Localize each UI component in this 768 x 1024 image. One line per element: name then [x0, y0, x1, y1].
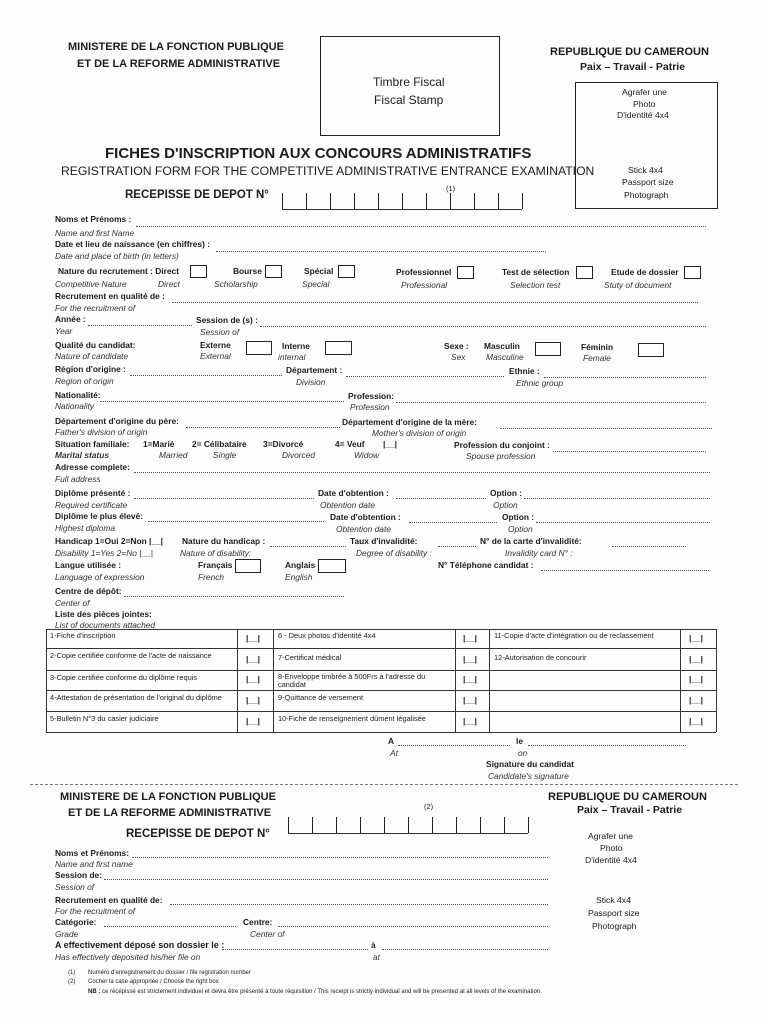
receipt-label-centre-en: Center of — [250, 929, 285, 939]
diplome-input[interactable] — [134, 498, 314, 499]
label-divorce: 3=Divorcé — [263, 439, 304, 449]
label-adresse-en: Full address — [55, 474, 101, 484]
checkbox-masculin[interactable] — [535, 342, 561, 356]
label-divorced-en: Divorced — [282, 450, 316, 460]
label-masculin: Masculin — [484, 341, 520, 351]
receipt-label-at: at — [373, 952, 380, 962]
doc-item: 10-Fiche de renseignement dûment légalisée — [278, 714, 426, 723]
receipt-label-centre: Centre: — [243, 917, 273, 927]
label-bourse: Bourse — [233, 266, 262, 276]
label-nature-en: Competitive Nature — [55, 279, 127, 289]
recepisse-label: RECEPISSE DE DEPOT N° — [125, 189, 269, 201]
receipt-qualite-input[interactable] — [170, 904, 548, 905]
label-diplome: Diplôme présenté : — [55, 488, 131, 498]
label-at: At — [390, 748, 398, 758]
nature-handicap-input[interactable] — [270, 546, 346, 547]
label-direct-en: Direct — [158, 279, 180, 289]
doc-checkbox[interactable]: |__| — [463, 654, 478, 664]
label-degree-en: Degree of disability : — [356, 548, 432, 558]
label-ethnie: Ethnie : — [509, 366, 540, 376]
receipt-session-input[interactable] — [104, 879, 548, 880]
label-carte-invalidite: N° de la carte d'invalidité: — [480, 536, 582, 546]
annee-input[interactable] — [88, 325, 192, 326]
label-nationalite-en: Nationality — [55, 401, 95, 411]
doc-item: 3-Copie certifiée conforme du diplôme requis — [50, 673, 198, 682]
label-region-en: Region of origin — [55, 376, 114, 386]
label-special-en: Special — [302, 279, 330, 289]
ministry-line1: MINISTERE DE LA FONCTION PUBLIQUE — [68, 41, 284, 53]
receipt-centre-input[interactable] — [278, 926, 548, 927]
label-anglais-en: English — [285, 572, 313, 582]
footnote-text: Cocher la case appropriée / Choose the right box — [88, 979, 219, 985]
label-nationalite: Nationalité: — [55, 390, 101, 400]
form-title-en: REGISTRATION FORM FOR THE COMPETITIVE ADMINISTRATIVE ENTRANCE EXAMINATION — [61, 164, 595, 178]
label-signature: Signature du candidat — [486, 759, 574, 769]
label-taux: Taux d'invalidité: — [350, 536, 418, 546]
label-date-obtention-en: Obtention date — [320, 500, 375, 510]
label-externe: Externe — [200, 340, 231, 350]
doc-item: 12-Autorisation de concourir — [494, 653, 587, 662]
label-date-obtention-2: Date d'obtention : — [330, 512, 401, 522]
label-invalidity-card-en: Invalidity card N° : — [505, 548, 573, 558]
label-interne: Interne — [282, 341, 310, 351]
receipt-label-noms-en: Name and first name — [55, 859, 133, 869]
departement-input[interactable] — [346, 376, 504, 377]
label-departement: Département : — [286, 365, 343, 375]
checkbox-professionnel[interactable] — [457, 266, 474, 279]
label-masculin-en: Masculine — [486, 352, 524, 362]
carte-invalidite-input[interactable] — [612, 546, 686, 547]
label-professionnel: Professionnel — [396, 267, 452, 277]
receipt-categorie-input[interactable] — [104, 926, 236, 927]
label-marie: 1=Marié — [143, 439, 175, 449]
label-qualite-candidat-en: Nature of candidate — [55, 351, 129, 361]
doc-item: 1-Fiche d'inscription — [50, 631, 116, 640]
label-region: Région d'origine : — [55, 364, 126, 374]
doc-checkbox[interactable]: |__| — [246, 633, 261, 643]
option-input[interactable] — [524, 498, 710, 499]
doc-item: 6 - Deux photos d'identité 4x4 — [278, 631, 376, 640]
date-obtention-input[interactable] — [396, 498, 486, 499]
telephone-input[interactable] — [541, 570, 709, 571]
label-externe-en: External — [200, 351, 231, 361]
doc-checkbox[interactable]: |__| — [246, 654, 261, 664]
situation-box[interactable]: |__| — [383, 439, 398, 449]
label-francais: Français — [198, 560, 233, 570]
region-input[interactable] — [130, 375, 282, 376]
receipt-label-categorie-en: Grade — [55, 929, 79, 939]
label-qualite-candidat: Qualité du candidat: — [55, 340, 136, 350]
doc-checkbox[interactable]: |__| — [246, 695, 261, 705]
label-signature-en: Candidate's signature — [488, 771, 569, 781]
label-test: Test de sélection — [502, 267, 570, 277]
noms-input[interactable] — [136, 226, 706, 227]
label-sexe: Sexe : — [444, 341, 469, 351]
doc-item: 11-Copie d'acte d'intégration ou de reclassement — [494, 631, 654, 640]
republic-motto: Paix – Travail - Patrie — [577, 804, 683, 816]
checkbox-test[interactable] — [576, 266, 593, 279]
label-dept-pere: Département d'origine du père: — [55, 416, 179, 426]
label-diplome-en: Required certificate — [55, 500, 128, 510]
doc-checkbox[interactable]: |__| — [463, 674, 478, 684]
photo-text: Photo — [600, 843, 623, 853]
label-profession-en: Profession — [350, 402, 390, 412]
receipt-label-noms: Noms et Prénoms: — [55, 848, 129, 858]
nationalite-input[interactable] — [100, 401, 344, 402]
ministry-line2: ET DE LA REFORME ADMINISTRATIVE — [77, 58, 281, 70]
footnote-nb-text: ce récépissé est strictement individuel et devra être présenté à toute réquisition / This receipt is strictly individual and will be presented at all levels of the examination. — [102, 989, 542, 995]
doc-checkbox[interactable]: |__| — [246, 716, 261, 726]
receipt-label-session: Session de: — [55, 870, 103, 880]
recepisse-label: RECEPISSE DE DEPOT N° — [126, 828, 270, 840]
label-option-2: Option : — [502, 512, 535, 522]
republic-title: REPUBLIQUE DU CAMEROUN — [548, 791, 707, 803]
label-special: Spécial — [304, 266, 334, 276]
republic-motto: Paix – Travail - Patrie — [580, 61, 686, 73]
receipt-label-qualite: Recrutement en qualité de: — [55, 895, 163, 905]
label-dept-mere: Département d'origine de la mère: — [342, 417, 478, 427]
ethnie-input[interactable] — [544, 377, 706, 378]
label-noms-en: Name and first Name — [55, 228, 135, 238]
checkbox-direct[interactable] — [190, 265, 207, 278]
label-date-naissance-en: Date and place of birth (in letters) — [55, 251, 179, 261]
footnote-mark: (1) — [68, 970, 76, 976]
checkbox-externe[interactable] — [246, 341, 272, 355]
photo-text: Passport size — [622, 177, 674, 187]
photo-text: D'identité 4x4 — [617, 110, 669, 120]
receipt-lieu-input[interactable] — [382, 949, 548, 950]
checkbox-etude[interactable] — [684, 266, 701, 279]
doc-item: 8-Enveloppe timbrée à 500Frs à l'adresse du candidat — [278, 672, 426, 689]
label-single-en: Single — [213, 450, 237, 460]
footnote-text: Numéro d'enregistrement du dossier / file registration number — [88, 970, 251, 976]
label-etude-en: Stuty of document — [604, 280, 672, 290]
dept-pere-input[interactable] — [186, 427, 340, 428]
label-nature-disability-en: Nature of disability: — [180, 548, 252, 558]
label-date-obtention: Date d'obtention : — [318, 488, 389, 498]
checkbox-francais[interactable] — [235, 559, 261, 573]
checkbox-anglais[interactable] — [318, 559, 346, 573]
label-le: le — [516, 736, 523, 746]
label-annee: Année : — [55, 314, 86, 324]
label-celibataire: 2= Célibataire — [192, 439, 247, 449]
centre-input[interactable] — [124, 596, 344, 597]
label-on: on — [518, 748, 528, 758]
label-diplome-eleve-en: Highest diploma — [55, 523, 116, 533]
checkbox-interne[interactable] — [325, 341, 352, 355]
photo-text: Passport size — [588, 908, 640, 918]
doc-checkbox[interactable]: |__| — [689, 633, 704, 643]
label-centre: Centre de dépôt: — [55, 586, 122, 596]
label-session: Session de (s) : — [196, 315, 258, 325]
label-a: A — [388, 736, 395, 746]
label-test-en: Selection test — [510, 280, 561, 290]
photo-text: Photograph — [592, 921, 637, 931]
doc-item: 2-Copie certifiée conforme de l'acte de naissance — [50, 651, 212, 660]
label-profession: Profession: — [348, 391, 395, 401]
session-input[interactable] — [260, 326, 706, 327]
doc-checkbox[interactable]: |__| — [689, 674, 704, 684]
label-disability-en: Disability 1=Yes 2=No |__| — [55, 548, 153, 558]
footnote-mark: (2) — [68, 979, 76, 985]
photo-text: D'identité 4x4 — [585, 855, 637, 865]
label-dept-mere-en: Mother's division of origin — [372, 428, 467, 438]
photo-text: Stick 4x4 — [596, 895, 631, 905]
label-anglais: Anglais — [285, 560, 316, 570]
label-sexe-en: Sex — [451, 352, 466, 362]
label-langue: Langue utilisée : — [55, 560, 122, 570]
doc-checkbox[interactable]: |__| — [689, 716, 704, 726]
label-conjoint: Profession du conjoint : — [454, 440, 550, 450]
label-veuf: 4= Veuf — [335, 439, 365, 449]
label-noms: Noms et Prénoms : — [55, 214, 132, 224]
doc-checkbox[interactable]: |__| — [463, 633, 478, 643]
qualite-input[interactable] — [172, 302, 698, 303]
checkbox-special[interactable] — [338, 265, 355, 278]
form-title-fr: FICHES D'INSCRIPTION AUX CONCOURS ADMINISTRATIFS — [105, 145, 532, 162]
label-pieces: Liste des pièces jointes: — [55, 609, 152, 619]
label-handicap: Handicap 1=Oui 2=Non |__| — [55, 536, 164, 546]
label-option: Option : — [490, 488, 523, 498]
photo-text: Agrafer une — [588, 831, 633, 841]
republic-title: REPUBLIQUE DU CAMEROUN — [550, 46, 709, 58]
doc-checkbox[interactable]: |__| — [463, 695, 478, 705]
doc-checkbox[interactable]: |__| — [463, 716, 478, 726]
conjoint-input[interactable] — [553, 451, 706, 452]
label-date-obtention-2-en: Obtention date — [336, 524, 391, 534]
doc-item: 9-Quittance de versement — [278, 693, 364, 702]
label-annee-en: Year — [55, 326, 73, 336]
stamp-label-en: Fiscal Stamp — [374, 93, 444, 107]
label-pieces-en: List of documents attached — [55, 620, 156, 630]
receipt-label-session-en: Session of — [55, 882, 95, 892]
label-nature-handicap: Nature du handicap : — [182, 536, 266, 546]
receipt-label-a: à — [371, 940, 376, 950]
label-date-naissance: Date et lieu de naissance (en chiffres) : — [55, 239, 210, 249]
option-2-input[interactable] — [536, 522, 710, 523]
label-langue-en: Language of expression — [55, 572, 145, 582]
doc-item: 5-Bulletin N°3 du casier judiciaire — [50, 714, 159, 723]
photo-text: Photo — [633, 99, 656, 109]
receipt-label-depose: A effectivement déposé son dossier le : — [55, 940, 225, 950]
label-spouse-en: Spouse profession — [466, 451, 536, 461]
doc-item: 4-Attestation de présentation de l'original du diplôme — [50, 693, 222, 702]
ministry-line1: MINISTERE DE LA FONCTION PUBLIQUE — [60, 791, 276, 803]
adresse-input[interactable] — [134, 472, 710, 473]
label-professionnel-en: Professional — [401, 280, 448, 290]
footnote-ref: (2) — [424, 802, 434, 811]
dept-mere-input[interactable] — [500, 428, 712, 429]
photo-text: Photograph — [624, 190, 669, 200]
label-qualite-en: For the recruitment of — [55, 303, 136, 313]
receipt-noms-input[interactable] — [132, 857, 548, 858]
date-naissance-input[interactable] — [216, 251, 546, 252]
label-situation: Situation familiale: — [55, 439, 130, 449]
label-option-2-en: Option — [508, 524, 533, 534]
label-dept-pere-en: Father's division of origin — [55, 427, 148, 437]
checkbox-bourse[interactable] — [265, 265, 282, 278]
label-feminin-en: Female — [583, 353, 611, 363]
label-session-en: Session of — [200, 327, 240, 337]
label-nature: Nature du recrutement : Direct — [58, 266, 179, 276]
date-obtention-2-input[interactable] — [409, 522, 497, 523]
label-diplome-eleve: Diplôme le plus élevé: — [55, 511, 143, 521]
label-centre-en: Center of — [55, 598, 90, 608]
diplome-eleve-input[interactable] — [148, 521, 324, 522]
checkbox-feminin[interactable] — [638, 343, 664, 357]
label-option-en: Option — [493, 500, 518, 510]
stamp-label-fr: Timbre Fiscal — [373, 75, 445, 89]
receipt-label-categorie: Catégorie: — [55, 917, 97, 927]
doc-item: 7-Certificat médical — [278, 653, 342, 662]
label-etude: Etude de dossier — [611, 267, 679, 277]
label-feminin: Féminin — [581, 342, 614, 352]
lieu-input[interactable] — [398, 745, 510, 746]
label-ethnie-en: Ethnic group — [516, 378, 564, 388]
label-adresse: Adresse complete: — [55, 462, 130, 472]
profession-input[interactable] — [396, 402, 706, 403]
label-interne-en: internal — [278, 352, 306, 362]
label-married-en: Married — [159, 450, 188, 460]
label-telephone: N° Téléphone candidat : — [438, 560, 534, 570]
taux-input[interactable] — [438, 546, 476, 547]
footnote-nb-label: NB : — [88, 989, 101, 995]
ministry-line2: ET DE LA REFORME ADMINISTRATIVE — [68, 807, 272, 819]
cut-line — [30, 784, 738, 785]
doc-checkbox[interactable]: |__| — [246, 674, 261, 684]
photo-text: Stick 4x4 — [628, 165, 663, 175]
label-qualite: Recrutement en qualité de : — [55, 291, 165, 301]
receipt-label-qualite-en: For the recruitment of — [55, 906, 136, 916]
label-bourse-en: Scholarship — [214, 279, 258, 289]
receipt-label-depose-en: Has effectively deposited his/her file on — [55, 952, 201, 962]
label-departement-en: Division — [296, 377, 326, 387]
label-marital-en: Marital status — [55, 450, 109, 460]
footnote-ref: (1) — [446, 184, 456, 193]
doc-checkbox[interactable]: |__| — [689, 654, 704, 664]
doc-checkbox[interactable]: |__| — [689, 695, 704, 705]
label-widow-en: Widow — [354, 450, 380, 460]
label-francais-en: French — [198, 572, 225, 582]
receipt-date-input[interactable] — [222, 949, 368, 950]
photo-text: Agrafer une — [622, 87, 667, 97]
date-signature-input[interactable] — [528, 745, 686, 746]
